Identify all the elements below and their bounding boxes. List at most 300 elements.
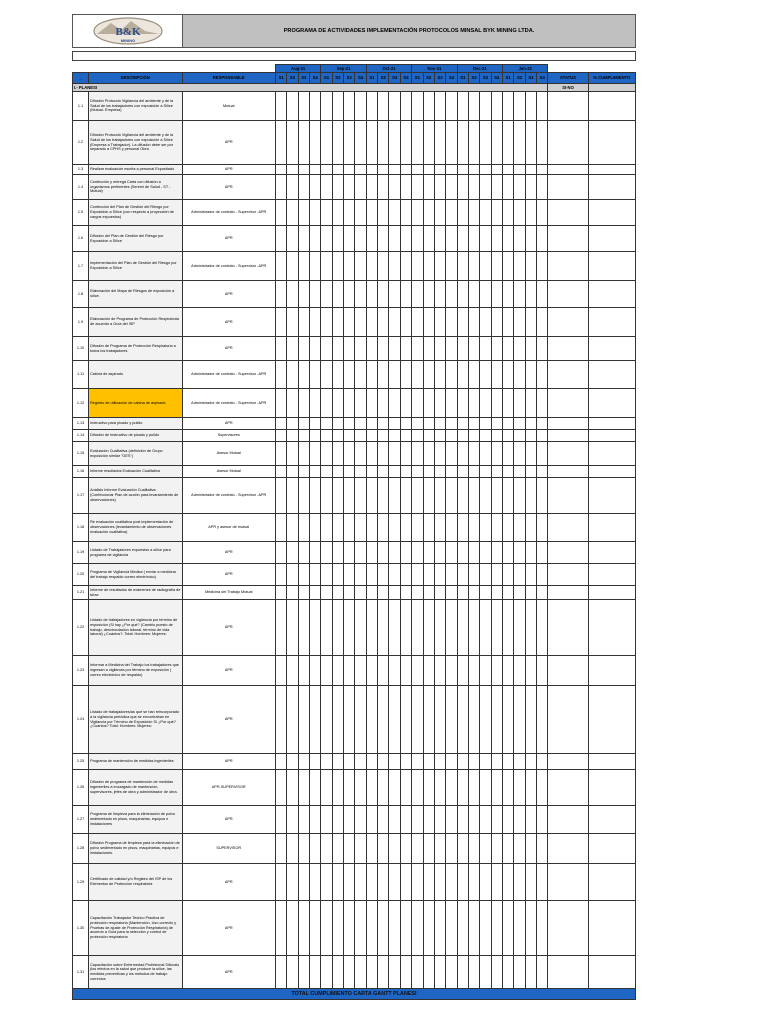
week-cell[interactable] — [332, 901, 343, 956]
week-cell[interactable] — [355, 281, 366, 308]
week-cell[interactable] — [400, 834, 411, 864]
week-cell[interactable] — [514, 656, 525, 686]
week-cell[interactable] — [298, 478, 309, 514]
week-cell[interactable] — [275, 834, 286, 864]
week-cell[interactable] — [389, 514, 400, 542]
week-cell[interactable] — [514, 308, 525, 337]
week-cell[interactable] — [480, 806, 491, 834]
week-cell[interactable] — [457, 542, 468, 564]
week-cell[interactable] — [491, 901, 502, 956]
status-cell[interactable] — [548, 834, 588, 864]
week-cell[interactable] — [366, 175, 377, 200]
week-cell[interactable] — [309, 864, 320, 901]
week-cell[interactable] — [525, 864, 536, 901]
week-cell[interactable] — [321, 92, 332, 121]
week-cell[interactable] — [503, 656, 514, 686]
week-cell[interactable] — [309, 165, 320, 175]
week-cell[interactable] — [366, 200, 377, 226]
week-cell[interactable] — [389, 770, 400, 806]
week-cell[interactable] — [434, 542, 445, 564]
week-cell[interactable] — [400, 92, 411, 121]
week-cell[interactable] — [344, 600, 355, 656]
week-cell[interactable] — [389, 600, 400, 656]
week-cell[interactable] — [412, 514, 423, 542]
week-cell[interactable] — [344, 200, 355, 226]
week-cell[interactable] — [491, 418, 502, 430]
week-cell[interactable] — [514, 361, 525, 389]
week-cell[interactable] — [525, 956, 536, 989]
week-cell[interactable] — [332, 478, 343, 514]
week-cell[interactable] — [366, 478, 377, 514]
week-cell[interactable] — [298, 175, 309, 200]
week-cell[interactable] — [457, 656, 468, 686]
week-cell[interactable] — [366, 514, 377, 542]
week-cell[interactable] — [344, 514, 355, 542]
week-cell[interactable] — [446, 478, 457, 514]
week-cell[interactable] — [525, 770, 536, 806]
week-cell[interactable] — [332, 586, 343, 600]
week-cell[interactable] — [344, 586, 355, 600]
week-cell[interactable] — [378, 308, 389, 337]
week-cell[interactable] — [378, 466, 389, 478]
status-cell[interactable] — [548, 770, 588, 806]
week-cell[interactable] — [468, 770, 479, 806]
week-cell[interactable] — [321, 806, 332, 834]
week-cell[interactable] — [298, 514, 309, 542]
week-cell[interactable] — [480, 430, 491, 442]
week-cell[interactable] — [366, 361, 377, 389]
week-cell[interactable] — [332, 754, 343, 770]
week-cell[interactable] — [480, 121, 491, 165]
week-cell[interactable] — [355, 600, 366, 656]
week-cell[interactable] — [412, 442, 423, 466]
week-cell[interactable] — [525, 430, 536, 442]
week-cell[interactable] — [423, 200, 434, 226]
week-cell[interactable] — [400, 418, 411, 430]
week-cell[interactable] — [400, 430, 411, 442]
week-cell[interactable] — [491, 121, 502, 165]
week-cell[interactable] — [400, 600, 411, 656]
week-cell[interactable] — [537, 864, 548, 901]
week-cell[interactable] — [457, 806, 468, 834]
week-cell[interactable] — [434, 308, 445, 337]
week-cell[interactable] — [468, 442, 479, 466]
week-cell[interactable] — [298, 165, 309, 175]
status-cell[interactable] — [548, 308, 588, 337]
week-cell[interactable] — [344, 754, 355, 770]
week-cell[interactable] — [423, 806, 434, 834]
week-cell[interactable] — [344, 361, 355, 389]
week-cell[interactable] — [434, 466, 445, 478]
week-cell[interactable] — [344, 92, 355, 121]
week-cell[interactable] — [457, 864, 468, 901]
week-cell[interactable] — [400, 770, 411, 806]
status-cell[interactable] — [548, 430, 588, 442]
week-cell[interactable] — [275, 226, 286, 252]
week-cell[interactable] — [355, 770, 366, 806]
week-cell[interactable] — [275, 252, 286, 281]
week-cell[interactable] — [446, 430, 457, 442]
week-cell[interactable] — [491, 478, 502, 514]
week-cell[interactable] — [491, 442, 502, 466]
week-cell[interactable] — [389, 175, 400, 200]
week-cell[interactable] — [400, 514, 411, 542]
week-cell[interactable] — [514, 175, 525, 200]
week-cell[interactable] — [537, 226, 548, 252]
week-cell[interactable] — [378, 252, 389, 281]
compliance-cell[interactable] — [588, 466, 635, 478]
status-cell[interactable] — [548, 200, 588, 226]
week-cell[interactable] — [400, 586, 411, 600]
week-cell[interactable] — [446, 121, 457, 165]
week-cell[interactable] — [321, 165, 332, 175]
week-cell[interactable] — [480, 586, 491, 600]
week-cell[interactable] — [400, 252, 411, 281]
week-cell[interactable] — [537, 281, 548, 308]
week-cell[interactable] — [423, 418, 434, 430]
week-cell[interactable] — [491, 770, 502, 806]
status-cell[interactable] — [548, 252, 588, 281]
status-cell[interactable] — [548, 600, 588, 656]
week-cell[interactable] — [344, 165, 355, 175]
week-cell[interactable] — [275, 478, 286, 514]
week-cell[interactable] — [423, 686, 434, 754]
week-cell[interactable] — [355, 956, 366, 989]
week-cell[interactable] — [423, 442, 434, 466]
week-cell[interactable] — [514, 806, 525, 834]
week-cell[interactable] — [332, 956, 343, 989]
week-cell[interactable] — [366, 864, 377, 901]
week-cell[interactable] — [389, 430, 400, 442]
week-cell[interactable] — [537, 466, 548, 478]
week-cell[interactable] — [321, 656, 332, 686]
week-cell[interactable] — [275, 442, 286, 466]
week-cell[interactable] — [503, 754, 514, 770]
week-cell[interactable] — [423, 864, 434, 901]
week-cell[interactable] — [423, 542, 434, 564]
week-cell[interactable] — [366, 564, 377, 586]
week-cell[interactable] — [355, 834, 366, 864]
week-cell[interactable] — [366, 586, 377, 600]
week-cell[interactable] — [525, 686, 536, 754]
week-cell[interactable] — [389, 586, 400, 600]
status-cell[interactable] — [548, 175, 588, 200]
week-cell[interactable] — [309, 478, 320, 514]
week-cell[interactable] — [298, 754, 309, 770]
week-cell[interactable] — [468, 542, 479, 564]
week-cell[interactable] — [457, 586, 468, 600]
week-cell[interactable] — [355, 418, 366, 430]
week-cell[interactable] — [446, 956, 457, 989]
compliance-cell[interactable] — [588, 770, 635, 806]
week-cell[interactable] — [480, 252, 491, 281]
week-cell[interactable] — [378, 418, 389, 430]
week-cell[interactable] — [321, 864, 332, 901]
week-cell[interactable] — [457, 600, 468, 656]
week-cell[interactable] — [525, 337, 536, 361]
week-cell[interactable] — [537, 754, 548, 770]
week-cell[interactable] — [378, 165, 389, 175]
week-cell[interactable] — [287, 478, 298, 514]
week-cell[interactable] — [525, 226, 536, 252]
week-cell[interactable] — [480, 175, 491, 200]
week-cell[interactable] — [332, 430, 343, 442]
week-cell[interactable] — [434, 600, 445, 656]
week-cell[interactable] — [537, 308, 548, 337]
week-cell[interactable] — [503, 361, 514, 389]
week-cell[interactable] — [468, 165, 479, 175]
week-cell[interactable] — [309, 770, 320, 806]
week-cell[interactable] — [525, 361, 536, 389]
week-cell[interactable] — [366, 806, 377, 834]
week-cell[interactable] — [309, 92, 320, 121]
week-cell[interactable] — [434, 389, 445, 418]
week-cell[interactable] — [468, 430, 479, 442]
week-cell[interactable] — [298, 361, 309, 389]
week-cell[interactable] — [491, 834, 502, 864]
week-cell[interactable] — [423, 165, 434, 175]
week-cell[interactable] — [389, 252, 400, 281]
week-cell[interactable] — [503, 600, 514, 656]
week-cell[interactable] — [378, 564, 389, 586]
week-cell[interactable] — [434, 175, 445, 200]
week-cell[interactable] — [446, 175, 457, 200]
week-cell[interactable] — [332, 361, 343, 389]
week-cell[interactable] — [332, 514, 343, 542]
week-cell[interactable] — [332, 542, 343, 564]
week-cell[interactable] — [309, 442, 320, 466]
week-cell[interactable] — [355, 806, 366, 834]
week-cell[interactable] — [434, 361, 445, 389]
week-cell[interactable] — [378, 834, 389, 864]
week-cell[interactable] — [412, 121, 423, 165]
week-cell[interactable] — [389, 361, 400, 389]
week-cell[interactable] — [525, 92, 536, 121]
week-cell[interactable] — [468, 754, 479, 770]
week-cell[interactable] — [344, 864, 355, 901]
week-cell[interactable] — [344, 252, 355, 281]
week-cell[interactable] — [332, 337, 343, 361]
week-cell[interactable] — [480, 337, 491, 361]
week-cell[interactable] — [287, 361, 298, 389]
week-cell[interactable] — [480, 478, 491, 514]
week-cell[interactable] — [344, 430, 355, 442]
week-cell[interactable] — [503, 418, 514, 430]
week-cell[interactable] — [366, 834, 377, 864]
week-cell[interactable] — [412, 337, 423, 361]
week-cell[interactable] — [423, 956, 434, 989]
week-cell[interactable] — [309, 252, 320, 281]
week-cell[interactable] — [298, 442, 309, 466]
week-cell[interactable] — [457, 901, 468, 956]
week-cell[interactable] — [355, 92, 366, 121]
week-cell[interactable] — [321, 361, 332, 389]
week-cell[interactable] — [309, 806, 320, 834]
week-cell[interactable] — [480, 600, 491, 656]
status-cell[interactable] — [548, 165, 588, 175]
week-cell[interactable] — [309, 754, 320, 770]
week-cell[interactable] — [355, 656, 366, 686]
week-cell[interactable] — [446, 806, 457, 834]
week-cell[interactable] — [514, 586, 525, 600]
week-cell[interactable] — [503, 514, 514, 542]
week-cell[interactable] — [423, 466, 434, 478]
week-cell[interactable] — [491, 281, 502, 308]
week-cell[interactable] — [389, 806, 400, 834]
week-cell[interactable] — [298, 806, 309, 834]
status-cell[interactable] — [548, 656, 588, 686]
week-cell[interactable] — [378, 806, 389, 834]
week-cell[interactable] — [355, 542, 366, 564]
week-cell[interactable] — [514, 226, 525, 252]
week-cell[interactable] — [468, 361, 479, 389]
week-cell[interactable] — [321, 600, 332, 656]
compliance-cell[interactable] — [588, 864, 635, 901]
week-cell[interactable] — [412, 686, 423, 754]
week-cell[interactable] — [298, 308, 309, 337]
week-cell[interactable] — [321, 418, 332, 430]
week-cell[interactable] — [275, 175, 286, 200]
week-cell[interactable] — [309, 466, 320, 478]
week-cell[interactable] — [537, 92, 548, 121]
week-cell[interactable] — [378, 430, 389, 442]
week-cell[interactable] — [355, 361, 366, 389]
week-cell[interactable] — [275, 121, 286, 165]
week-cell[interactable] — [309, 361, 320, 389]
week-cell[interactable] — [332, 281, 343, 308]
week-cell[interactable] — [378, 864, 389, 901]
week-cell[interactable] — [389, 389, 400, 418]
week-cell[interactable] — [457, 754, 468, 770]
week-cell[interactable] — [468, 466, 479, 478]
week-cell[interactable] — [400, 165, 411, 175]
week-cell[interactable] — [434, 956, 445, 989]
week-cell[interactable] — [480, 864, 491, 901]
week-cell[interactable] — [344, 564, 355, 586]
week-cell[interactable] — [355, 514, 366, 542]
week-cell[interactable] — [309, 337, 320, 361]
week-cell[interactable] — [400, 806, 411, 834]
week-cell[interactable] — [309, 308, 320, 337]
week-cell[interactable] — [321, 308, 332, 337]
week-cell[interactable] — [332, 600, 343, 656]
compliance-cell[interactable] — [588, 564, 635, 586]
week-cell[interactable] — [400, 864, 411, 901]
week-cell[interactable] — [525, 478, 536, 514]
week-cell[interactable] — [275, 466, 286, 478]
week-cell[interactable] — [457, 430, 468, 442]
week-cell[interactable] — [480, 226, 491, 252]
week-cell[interactable] — [537, 361, 548, 389]
week-cell[interactable] — [275, 542, 286, 564]
week-cell[interactable] — [537, 418, 548, 430]
week-cell[interactable] — [457, 834, 468, 864]
week-cell[interactable] — [321, 542, 332, 564]
week-cell[interactable] — [366, 600, 377, 656]
week-cell[interactable] — [434, 564, 445, 586]
week-cell[interactable] — [423, 92, 434, 121]
week-cell[interactable] — [434, 686, 445, 754]
week-cell[interactable] — [491, 252, 502, 281]
week-cell[interactable] — [468, 806, 479, 834]
week-cell[interactable] — [412, 466, 423, 478]
week-cell[interactable] — [480, 754, 491, 770]
week-cell[interactable] — [287, 175, 298, 200]
week-cell[interactable] — [344, 337, 355, 361]
week-cell[interactable] — [309, 418, 320, 430]
week-cell[interactable] — [457, 478, 468, 514]
week-cell[interactable] — [537, 121, 548, 165]
week-cell[interactable] — [332, 389, 343, 418]
week-cell[interactable] — [321, 442, 332, 466]
week-cell[interactable] — [412, 92, 423, 121]
week-cell[interactable] — [344, 466, 355, 478]
week-cell[interactable] — [480, 834, 491, 864]
week-cell[interactable] — [321, 430, 332, 442]
week-cell[interactable] — [287, 600, 298, 656]
week-cell[interactable] — [400, 121, 411, 165]
week-cell[interactable] — [389, 542, 400, 564]
status-cell[interactable] — [548, 337, 588, 361]
week-cell[interactable] — [389, 337, 400, 361]
week-cell[interactable] — [321, 686, 332, 754]
week-cell[interactable] — [480, 200, 491, 226]
week-cell[interactable] — [321, 564, 332, 586]
week-cell[interactable] — [389, 686, 400, 754]
week-cell[interactable] — [446, 542, 457, 564]
week-cell[interactable] — [400, 466, 411, 478]
week-cell[interactable] — [423, 564, 434, 586]
week-cell[interactable] — [309, 121, 320, 165]
week-cell[interactable] — [298, 564, 309, 586]
week-cell[interactable] — [298, 200, 309, 226]
week-cell[interactable] — [423, 656, 434, 686]
week-cell[interactable] — [412, 200, 423, 226]
week-cell[interactable] — [434, 754, 445, 770]
week-cell[interactable] — [468, 586, 479, 600]
week-cell[interactable] — [332, 656, 343, 686]
compliance-cell[interactable] — [588, 430, 635, 442]
week-cell[interactable] — [503, 92, 514, 121]
week-cell[interactable] — [468, 564, 479, 586]
week-cell[interactable] — [537, 430, 548, 442]
week-cell[interactable] — [378, 770, 389, 806]
week-cell[interactable] — [468, 226, 479, 252]
week-cell[interactable] — [457, 466, 468, 478]
week-cell[interactable] — [491, 656, 502, 686]
week-cell[interactable] — [434, 92, 445, 121]
week-cell[interactable] — [457, 165, 468, 175]
week-cell[interactable] — [298, 656, 309, 686]
status-cell[interactable] — [548, 281, 588, 308]
status-cell[interactable] — [548, 686, 588, 754]
week-cell[interactable] — [468, 478, 479, 514]
week-cell[interactable] — [275, 686, 286, 754]
week-cell[interactable] — [309, 686, 320, 754]
week-cell[interactable] — [457, 686, 468, 754]
week-cell[interactable] — [434, 656, 445, 686]
week-cell[interactable] — [412, 281, 423, 308]
week-cell[interactable] — [468, 389, 479, 418]
week-cell[interactable] — [525, 600, 536, 656]
week-cell[interactable] — [537, 389, 548, 418]
week-cell[interactable] — [514, 418, 525, 430]
week-cell[interactable] — [423, 226, 434, 252]
compliance-cell[interactable] — [588, 252, 635, 281]
week-cell[interactable] — [525, 586, 536, 600]
week-cell[interactable] — [275, 418, 286, 430]
compliance-cell[interactable] — [588, 200, 635, 226]
